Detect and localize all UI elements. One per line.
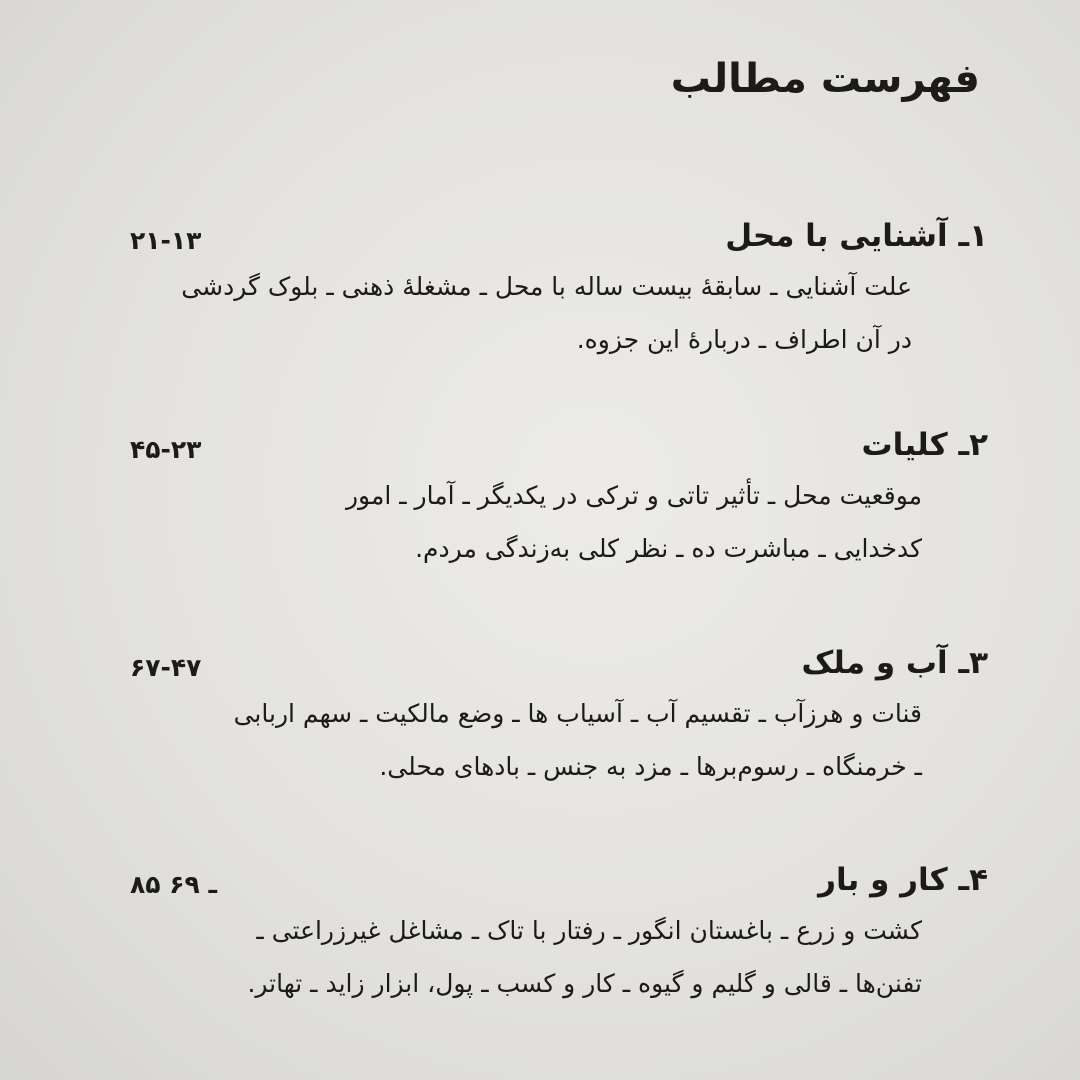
description-line: ـ خرمنگاه ـ رسوم‌برها ـ مزد به جنس ـ بادهای محلی. (379, 752, 922, 781)
section-heading (818, 862, 988, 898)
section-heading (862, 427, 988, 463)
section-title: آشنایی با محل (725, 218, 948, 254)
section-description (122, 687, 922, 793)
section-number: ۴ـ (958, 862, 988, 898)
section-number: ۲ـ (958, 427, 988, 463)
section-heading (725, 218, 988, 254)
description-line: کدخدایی ـ مباشرت ده ـ نظر کلی به‌زندگی مردم. (415, 534, 922, 563)
section-heading (801, 645, 988, 681)
description-line: موقعیت محل ـ تأثیر تاتی و ترکی در یکدیگر ـ آمار ـ امور (345, 481, 922, 510)
section-title: آب و ملک (801, 645, 948, 681)
section-title: کار و بار (818, 862, 948, 898)
section-number: ۱ـ (958, 218, 988, 254)
description-line: قنات و هرزآب ـ تقسیم آب ـ آسیاب ها ـ وضع مالکیت ـ سهم اربابی (233, 699, 922, 728)
section-page-range: ۲۱-۱۳ (130, 226, 202, 255)
section-description (112, 260, 912, 366)
section-page-range: ۴۵-۲۳ (130, 435, 202, 464)
section-number: ۳ـ (958, 645, 988, 681)
section-page-range: ۸۵ ـ ۶۹ (130, 870, 218, 899)
description-line: در آن اطراف ـ دربارهٔ این جزوه. (576, 325, 912, 354)
description-line: تفنن‌ها ـ قالی و گلیم و گیوه ـ کار و کسب ـ پول، ابزار زاید ـ تهاتر. (247, 969, 922, 998)
description-line: علت آشنایی ـ سابقهٔ بیست ساله با محل ـ مشغلهٔ ذهنی ـ بلوک گردشی (181, 272, 912, 301)
description-line: کشت و زرع ـ باغستان انگور ـ رفتار با تاک ـ مشاغل غیرزراعتی ـ (256, 916, 922, 945)
section-description (122, 469, 922, 575)
section-title: کلیات (861, 427, 948, 463)
section-description (122, 904, 922, 1010)
page-title: فهرست مطالب (670, 56, 980, 102)
section-page-range: ۶۷-۴۷ (130, 653, 202, 682)
